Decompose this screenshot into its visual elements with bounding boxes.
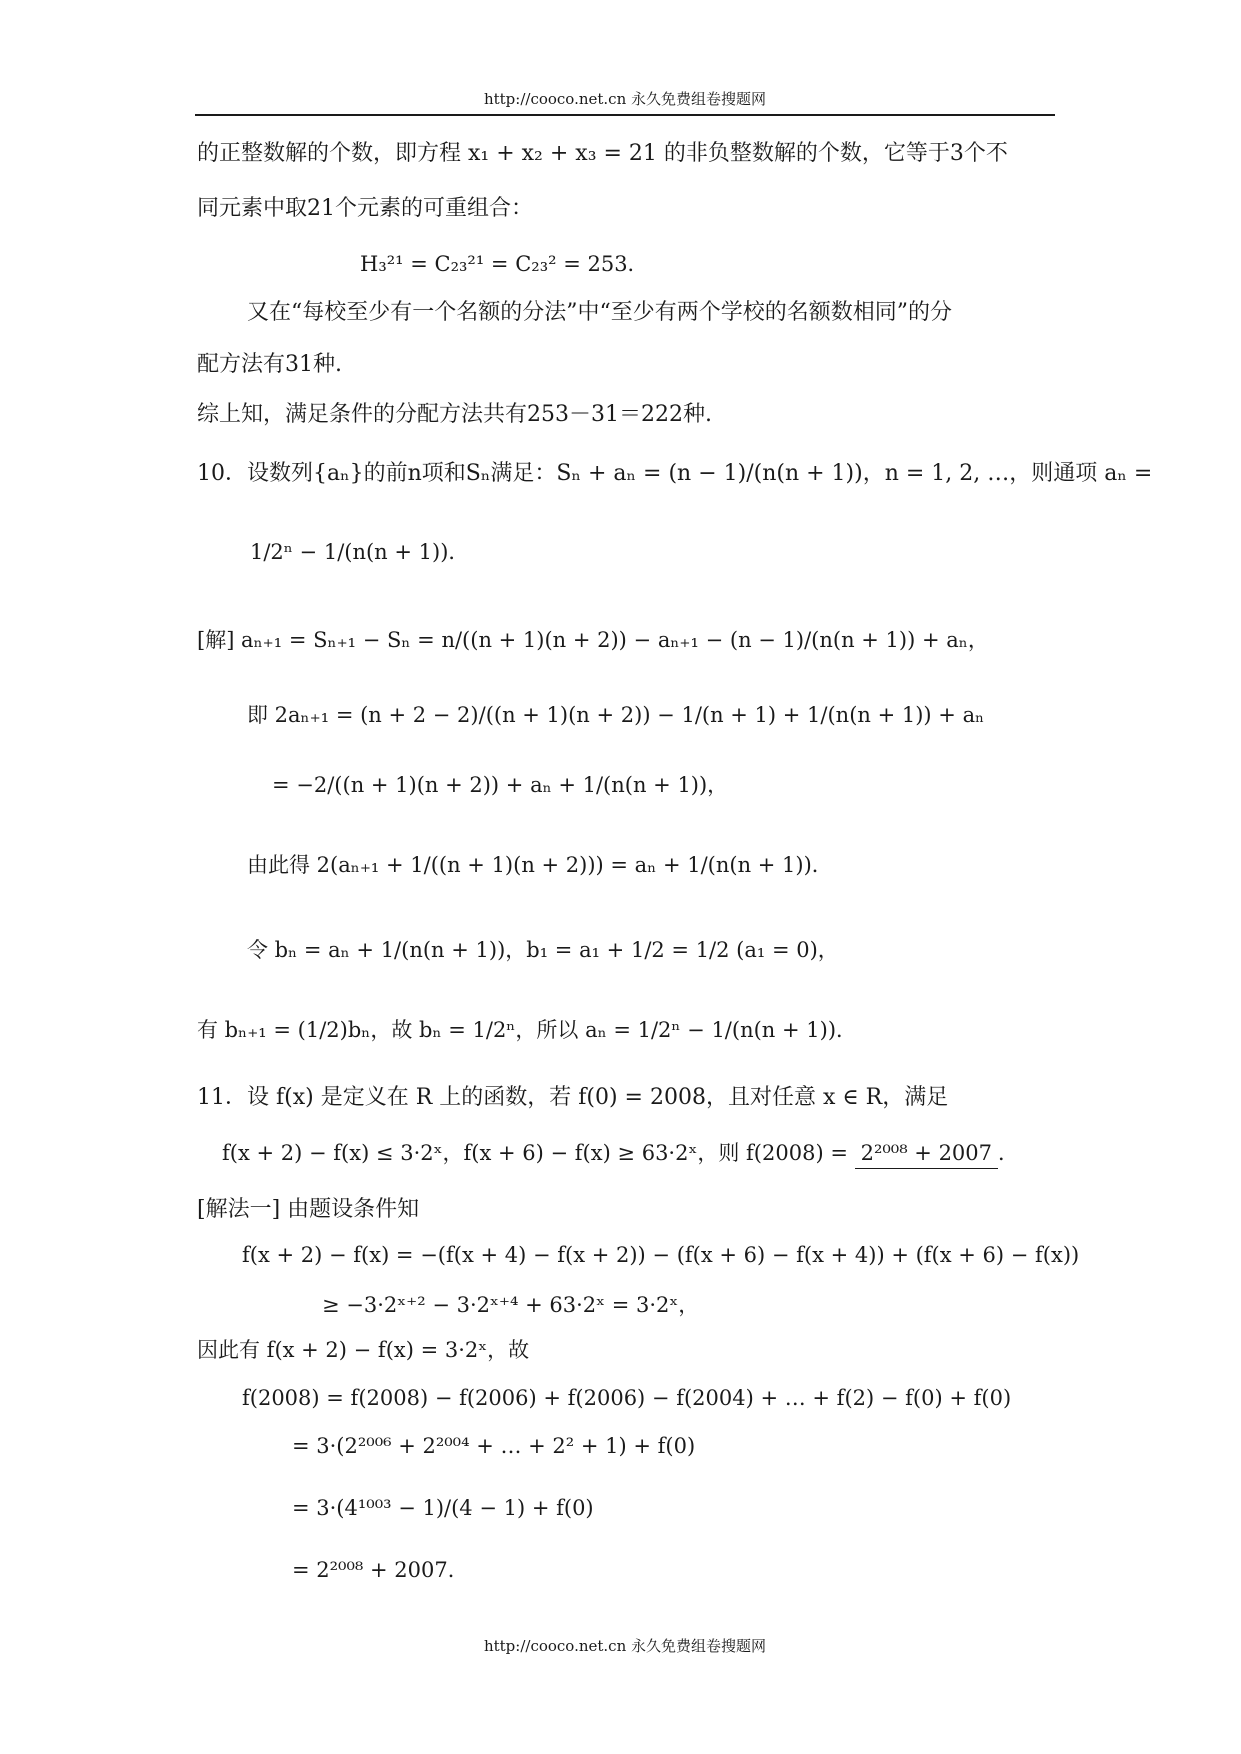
line-text: = 3·(4¹⁰⁰³ − 1)/(4 − 1) + f(0) bbox=[292, 1496, 594, 1520]
line-tail: ． bbox=[998, 1141, 1020, 1165]
line-text: 令 bₙ = aₙ + 1/(n(n + 1))，b₁ = a₁ + 1/2 = 1/2 (a₁ = 0)， bbox=[247, 938, 839, 962]
line-text: 因此有 f(x + 2) − f(x) = 3·2ˣ，故 bbox=[197, 1338, 530, 1362]
text-line-l22 bbox=[292, 1431, 695, 1461]
line-text: H₃²¹ = C₂₃²¹ = C₂₃² = 253． bbox=[360, 252, 649, 276]
line-text: 又在“每校至少有一个名额的分法”中“至少有两个学校的名额数相同”的分 bbox=[247, 300, 952, 325]
line-text: 由此得 2(aₙ₊₁ + 1/((n + 1)(n + 2))) = aₙ + 1/(n(n + 1))． bbox=[247, 853, 833, 877]
header-rule bbox=[195, 114, 1055, 116]
text-line-l13 bbox=[247, 935, 839, 965]
line-text: 即 2aₙ₊₁ = (n + 2 − 2)/((n + 1)(n + 2)) − 1/(n + 1) + 1/(n(n + 1)) + aₙ bbox=[247, 703, 985, 727]
text-line-l14 bbox=[197, 1015, 857, 1045]
text-line-l24 bbox=[292, 1555, 469, 1585]
line-text: [解法一] 由题设条件知 bbox=[197, 1197, 420, 1222]
line-text: 配方法有31种. bbox=[197, 352, 342, 377]
text-line-l16 bbox=[222, 1138, 1019, 1169]
text-line-l5 bbox=[197, 350, 342, 380]
text-line-l17 bbox=[197, 1195, 419, 1225]
answer-blank: 2²⁰⁰⁸ + 2007 bbox=[855, 1138, 998, 1169]
text-line-l8 bbox=[250, 537, 469, 567]
line-text: 1/2ⁿ − 1/(n(n + 1))． bbox=[250, 540, 470, 564]
text-line-l10 bbox=[247, 700, 984, 730]
text-line-l1 bbox=[197, 139, 1008, 169]
text-line-l6 bbox=[197, 400, 712, 430]
text-line-l18 bbox=[242, 1240, 1079, 1270]
page-footer-url: http://cooco.net.cn 永久免费组卷搜题网 bbox=[483, 1637, 767, 1655]
text-line-l7 bbox=[197, 459, 1152, 489]
line-text: ≥ −3·2ˣ⁺² − 3·2ˣ⁺⁴ + 63·2ˣ = 3·2ˣ， bbox=[322, 1293, 700, 1317]
text-line-l9 bbox=[197, 625, 989, 655]
line-text: [解] aₙ₊₁ = Sₙ₊₁ − Sₙ = n/((n + 1)(n + 2)) − aₙ₊₁ − (n − 1)/(n(n + 1)) + aₙ， bbox=[197, 628, 989, 652]
text-line-l2 bbox=[197, 194, 533, 224]
line-text: 11．设 f(x) 是定义在 R 上的函数，若 f(0) = 2008，且对任意 x ∈ R，满足 bbox=[197, 1085, 949, 1110]
text-line-l4 bbox=[247, 298, 952, 328]
text-line-l23 bbox=[292, 1493, 594, 1523]
text-line-l11 bbox=[272, 770, 728, 800]
text-line-l15 bbox=[197, 1083, 948, 1113]
line-text: f(2008) = f(2008) − f(2006) + f(2006) − f(2004) + … + f(2) − f(0) + f(0) bbox=[242, 1386, 1012, 1410]
line-text: 同元素中取21个元素的可重组合： bbox=[197, 196, 533, 221]
text-line-l3 bbox=[360, 249, 649, 279]
text-line-l20 bbox=[197, 1335, 529, 1365]
text-line-l19 bbox=[322, 1290, 699, 1320]
line-text: = −2/((n + 1)(n + 2)) + aₙ + 1/(n(n + 1))， bbox=[272, 773, 729, 797]
line-text: 有 bₙ₊₁ = (1/2)bₙ，故 bₙ = 1/2ⁿ，所以 aₙ = 1/2ⁿ − 1/(n(n + 1))． bbox=[197, 1018, 858, 1042]
text-line-l21 bbox=[242, 1383, 1011, 1413]
line-text: = 2²⁰⁰⁸ + 2007． bbox=[292, 1558, 469, 1582]
line-text: 综上知，满足条件的分配方法共有253－31＝222种. bbox=[197, 402, 712, 427]
text-line-l12 bbox=[247, 850, 833, 880]
page-header-url: http://cooco.net.cn 永久免费组卷搜题网 bbox=[483, 90, 767, 108]
line-text: f(x + 2) − f(x) = −(f(x + 4) − f(x + 2)) − (f(x + 6) − f(x + 4)) + (f(x + 6) − f(x)) bbox=[242, 1243, 1080, 1267]
line-text: f(x + 2) − f(x) ≤ 3·2ˣ，f(x + 6) − f(x) ≥ 63·2ˣ，则 f(2008) = bbox=[222, 1141, 855, 1165]
line-text: 10．设数列{aₙ}的前n项和Sₙ满足：Sₙ + aₙ = (n − 1)/(n(n + 1))，n = 1, 2, …，则通项 aₙ = bbox=[197, 461, 1153, 486]
line-text: = 3·(2²⁰⁰⁶ + 2²⁰⁰⁴ + … + 2² + 1) + f(0) bbox=[292, 1434, 696, 1458]
line-text: 的正整数解的个数，即方程 x₁ + x₂ + x₃ = 21 的非负整数解的个数，它等于3个不 bbox=[197, 141, 1008, 166]
